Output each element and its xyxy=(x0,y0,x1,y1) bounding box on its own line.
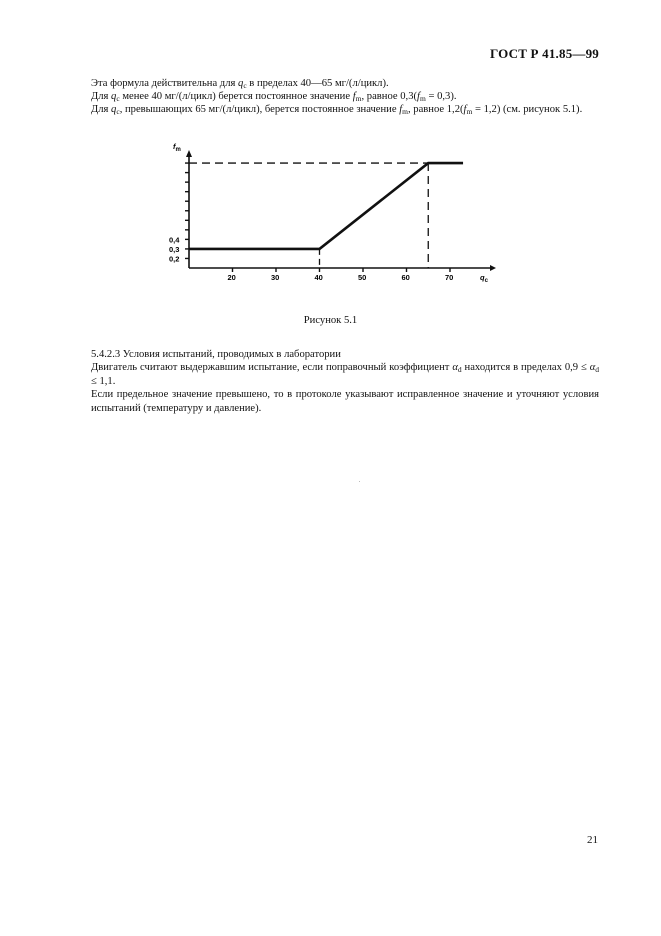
y-axis-arrow xyxy=(186,150,192,157)
figure-5-1-chart xyxy=(0,0,661,300)
chart-guides xyxy=(189,163,428,268)
chart-series xyxy=(189,163,463,249)
x-tick-label: 60 xyxy=(401,273,410,282)
y-tick-label: 0,3 xyxy=(169,244,180,254)
paragraph-limit-exceeded: Если предельное значение превышено, то в протоколе указывают исправленное значение и уточняют условия испытаний (температуру и давление). xyxy=(91,389,599,414)
x-tick-label: 40 xyxy=(314,273,323,282)
page-number: 21 xyxy=(587,834,598,846)
y-axis-label: $f_m$ xyxy=(173,142,181,153)
x-tick-label: 20 xyxy=(227,273,236,282)
section-heading-5-4-2-3: 5.4.2.3 Условия испытаний, проводимых в лаборатории xyxy=(91,349,341,360)
x-tick-label: 70 xyxy=(445,273,454,282)
paragraph-formula-validity: Эта формула действительна для $q_c$ в пределах 40—65 мг/(л/цикл). xyxy=(91,78,389,90)
x-axis-label: $q_c$ xyxy=(480,273,488,284)
chart-ticks xyxy=(169,163,453,282)
y-tick-label: 0,2 xyxy=(169,254,180,264)
x-tick-label: 50 xyxy=(358,273,367,282)
chart-axes xyxy=(186,150,496,271)
figure-caption: Рисунок 5.1 xyxy=(303,315,358,326)
scan-speck xyxy=(359,481,360,482)
x-tick-label: 30 xyxy=(271,273,280,282)
document-number: ГОСТ Р 41.85—99 xyxy=(490,46,599,61)
fm-series-line xyxy=(189,163,463,249)
paragraph-correction-factor: Двигатель считают выдержавшим испытание, если поправочный коэффициент $\alpha_d$ находится в пределах $0,9 \le \alpha_d \le 1,1$. xyxy=(91,362,599,387)
y-tick-label: 0,4 xyxy=(169,235,180,245)
paragraph-below-40: Для $q_c$ менее 40 мг/(л/цикл) берется постоянное значение $f_m$, равное $0,3(f_m = 0,3)$. xyxy=(91,91,457,103)
x-axis-arrow xyxy=(490,265,496,271)
paragraph-above-65: Для $q_c$, превышающих 65 мг/(л/цикл), берется постоянное значение $f_m$, равное $1,2(f_m = 1,2)$ (см. рисунок 5.1). xyxy=(91,104,583,116)
